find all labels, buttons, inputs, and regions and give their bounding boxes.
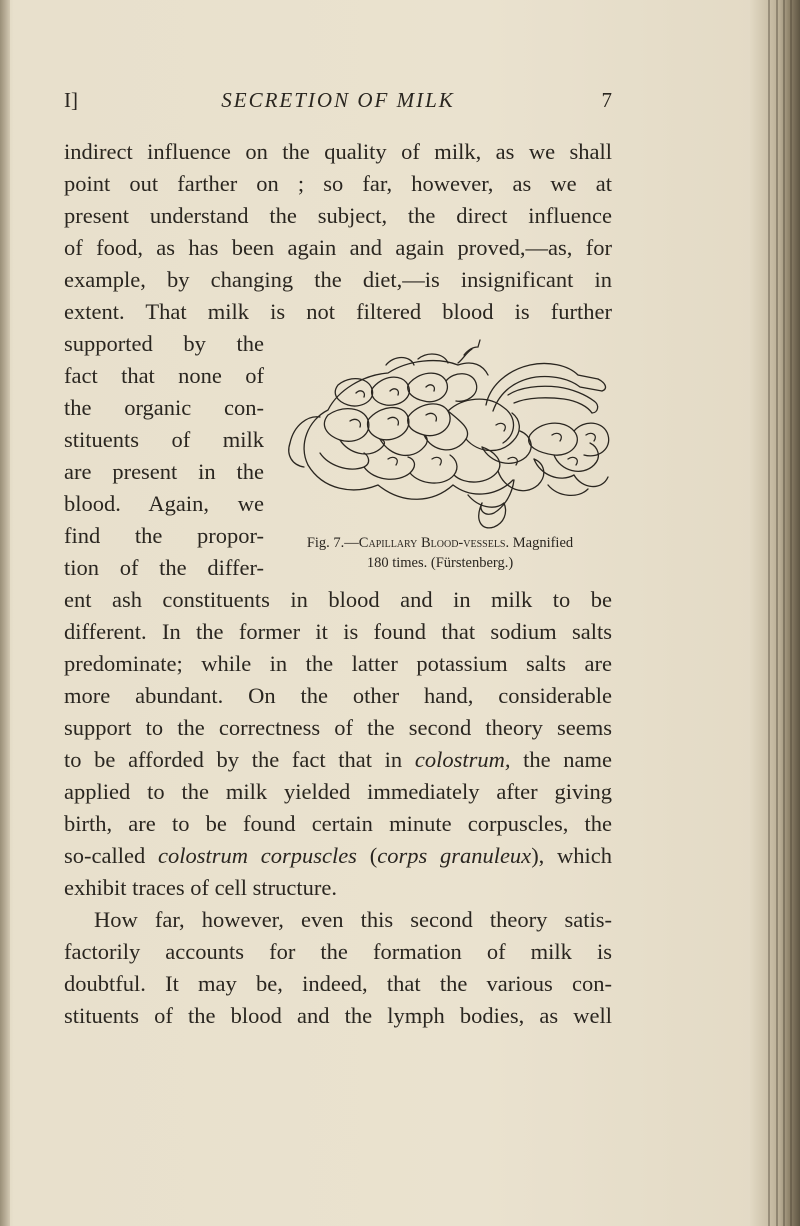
text-line: birth, are to be found certain minute corpuscles, the <box>64 811 612 836</box>
page-edge-stack <box>750 0 800 1226</box>
text-line <box>64 840 612 872</box>
italic-term: corps granuleux <box>377 843 532 868</box>
text-line: point out farther on ; so far, however, as we at <box>64 171 612 196</box>
text-line: example, by changing the diet,—is insignificant in <box>64 267 612 292</box>
text-line: more abundant. On the other hand, considerable <box>64 683 612 708</box>
text-line: extent. That milk is not filtered blood is further <box>64 299 612 324</box>
text-line: support to the correctness of the second theory seems <box>64 715 612 740</box>
italic-term: colostrum corpuscles <box>157 843 357 868</box>
caption-credit: 180 times. (Fürstenberg.) <box>366 555 514 571</box>
text-line: different. In the former it is found that sodium salts <box>64 619 612 644</box>
text-line: exhibit traces of cell structure. <box>64 875 338 900</box>
text-segment: the name <box>523 747 613 772</box>
text-segment: so-called <box>64 843 146 868</box>
text-line: the organic con- <box>64 395 264 420</box>
text-line: supported by the <box>64 331 264 356</box>
page-gutter-shadow <box>0 0 10 1226</box>
text-segment: to be afforded by the fact that in <box>64 747 403 772</box>
text-line: of food, as has been again and again proved,—as, for <box>64 235 612 260</box>
text-line: applied to the milk yielded immediately after giving <box>64 779 612 804</box>
text-line: are present in the <box>64 459 264 484</box>
text-line <box>64 744 612 776</box>
caption-figure-label: Fig. 7.— <box>306 535 359 551</box>
text-line: stituents of the blood and the lymph bodies, as well <box>64 1003 612 1028</box>
capillary-vessels-figure <box>268 335 612 535</box>
figure-caption <box>268 533 612 573</box>
text-line: ent ash constituents in blood and in milk to be <box>64 587 612 612</box>
text-line: How far, however, even this second theory satis- <box>94 907 612 932</box>
running-title: SECRETION OF MILK <box>221 88 455 112</box>
text-line: find the propor- <box>64 523 264 548</box>
text-line: factorily accounts for the formation of milk is <box>64 939 612 964</box>
running-header <box>64 88 612 118</box>
text-line: doubtful. It may be, indeed, that the various con- <box>64 971 612 996</box>
text-line: present understand the subject, the direct influence <box>64 203 612 228</box>
text-line: predominate; while in the latter potassium salts are <box>64 651 612 676</box>
page-number: 7 <box>601 88 612 112</box>
text-segment: ( <box>369 843 378 868</box>
caption-magnification: Magnified <box>512 535 574 551</box>
chapter-number: I] <box>64 88 78 112</box>
text-line: tion of the differ- <box>64 555 264 580</box>
text-line: fact that none of <box>64 363 264 388</box>
text-line: indirect influence on the quality of milk, as we shall <box>64 139 612 164</box>
text-segment: ), which <box>531 843 613 868</box>
caption-title: Capillary Blood-vessels. <box>358 535 510 551</box>
text-line: stituents of milk <box>64 427 264 452</box>
text-line: blood. Again, we <box>64 491 264 516</box>
italic-term: colostrum, <box>414 747 511 772</box>
